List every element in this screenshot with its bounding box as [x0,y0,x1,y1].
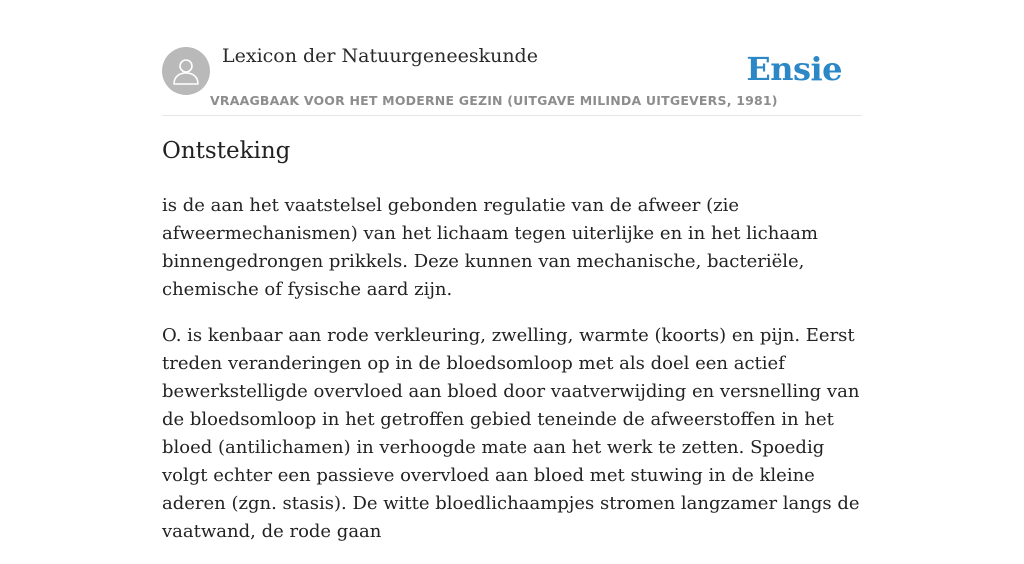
entry-paragraph: is de aan het vaatstelsel gebonden regulatie van de afweer (zie afweermechanismen) van het lichaam tegen uiterlijke en in het lichaam binnengedrongen prikkels. Deze kunnen van mechanische, bacteriële, chemische of fysische aard zijn. [162,195,818,300]
lexicon-title-link[interactable]: Lexicon der Natuurgeneeskunde [222,45,538,67]
entry-paragraph: O. is kenbaar aan rode verkleuring, zwelling, warmte (koorts) en pijn. Eerst treden veranderingen op in de bloedsomloop met als doel een actief bewerkstelligde overvloed aan bloed door vaatverwijding en versnelling van de bloedsomloop in het getroffen gebied teneinde de afweerstoffen in het bloed (antilichamen) in verhoogde mate aan het werk te zetten. Spoedig volgt echter een passieve overvloed aan bloed met stuwing in de kleine aderen (zgn. stasis). De witte bloedlichaampjes stromen langzamer langs de vaatwand, de rode gaan [162,325,860,542]
ensie-logo-link[interactable]: Ensie [746,50,842,88]
avatar[interactable] [162,47,210,95]
page-header [162,0,862,116]
entry-body [162,192,862,564]
entry-title: Ontsteking [162,138,291,164]
page-container [162,0,862,542]
user-silhouette-icon [171,56,201,86]
lexicon-subtitle: VRAAGBAAK VOOR HET MODERNE GEZIN (UITGAVE MILINDA UITGEVERS, 1981) [210,93,778,108]
